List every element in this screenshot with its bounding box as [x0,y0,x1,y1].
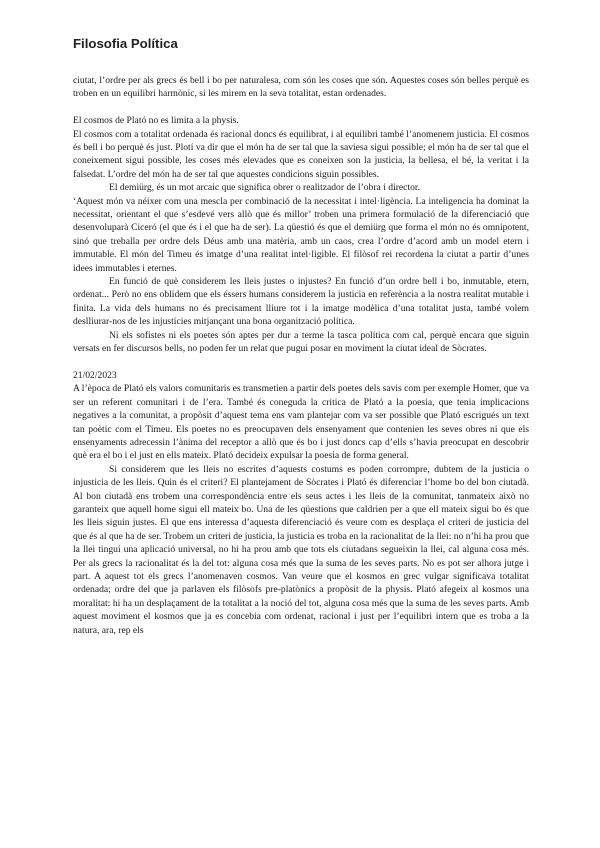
paragraph: El cosmos de Plató no es limita a la physis. [73,115,239,127]
paragraph: Si considerem que les lleis no escrites d’aquests costums es poden corrompre, dubtem de la justicia o injusticia de les lleis. Quin és el criteri? El plantejament de Sòcrates i Plató és diferenciar l’home bo del bon ciutadà. Al bon ciutadà ens trobem una correspondència entre els seus actes i les lleis de la comunitat, tanmateix això no garanteix que aquell home sigui ell mateix bo. Una de les qüestions que caldrien per a que ell mateix sigui bo és que les lleis siguin justes. El que ens interessa d’aquesta diferenciació és veure com es desplaça el criteri de justicia del que és al que ha de ser. Trobem un criteri de justicia, la justicia es troba en la racionalitat de la llei: no n’hi ha prou que la llei tingui una aplicació universal, no hi ha prou amb que tots els ciutadans segueixin la llei, cal alguna cosa més. Per als grecs la racionalitat és la del tot: alguna cosa més que la suma de les seves parts. No es pot ser alhora jutge i part. A aquest tot els grecs l’anomenaven cosmos. Van veure que el kosmos en grec vulgar significava totalitat ordenada; ordre del que ja parlaven els filòsofs pre-platònics a propòsit de la physis. Plató afegeix al kosmos una moralitat: hi ha un desplaçament de la totalitat a la noció del tot, alguna cosa més que la suma de les seves parts. Amb aquest moviment el kosmos que ja es concebia com ordenat, racional i just per l’equilibri intern que es troba a la natura, ara, rep els [73,463,529,636]
paragraph: El demiürg, és un mot arcaic que significa obrer o realitzador de l’obra i director. [109,182,420,194]
paragraph: ‘Aquest món va néixer com una mescla per combinació de la necessitat i intel·ligència. La inteligencia ha dominat la necessitat, orientant el que s’esdevé vers allò que és millor’ troben una primera formulació de la diferenciació que desenvoluparà Ciceró (el que és i el que ha de ser). La qüestió és que el demiürg que forma el món no és omnipotent, sinó que treballa per ordre dels Déus amb una matèria, amb un caos, crea l’ordre d’acord amb un model etern i immutable. El món del Timeu és imatge d’una realitat intel·ligible. El filòsof rei recordena la ciutat a partir d’unes idees immutables i eternes. [73,195,529,274]
paragraph: El cosmos com a totalitat ordenada és racional doncs és equilibrat, i al equilibri també l’anomenem justicia. El cosmos és bell i bo perquè és just. Plotí va dir que el món ha de ser tal que la saviesa sigui possible; el món ha de ser tal que el coneixement sigui possible, les coses més elevades que es coneixen son la justicia, la bellesa, el bé, la veritat i la falsedat. L’ordre del món ha de ser tal que aquestes condicions siguin possibles. [73,128,529,180]
paragraph: Ni els sofistes ni els poetes són aptes per dur a terme la tasca política com cal, perquè encara que siguin versats en fer discursos bells, no poden fer un relat que pugui posar en moviment la ciutat ideal de Sòcrates. [73,329,529,355]
paragraph: En funció de què considerem les lleis justes o injustes? En funció d’un ordre bell i bo, inmutable, etern, ordenat... Però no ens oblidem que els éssers humans considerem la justicia en referència a la nostra realitat mutable i finita. La vida dels humans no és precisament lliure tot i la imatge modèlica d’una totalitat justa, també volem deslliurar-nos de les injustícies mitjançant una bona organització política. [73,276,529,328]
paragraph: ciutat, l’ordre per als grecs és bell i bo per naturalesa, com són les coses que són. Aquestes coses són belles perquè es troben en un equilibri harmònic, si les mirem en la seva totalitat, estan ordenades. [73,75,529,100]
paragraph: A l’època de Plató els valors comunitaris es transmetien a partir dels poetes dels savis com per exemple Homer, que va ser un referent comunitari i de l’era. També és coneguda la crítica de Plató a la poesia, que tenia implicacions negatives a la comunitat, a propòsit d’aquest tema ens vam plantejar com va ser possible que Plató escrigués un text tan poètic com el Timeu. Els poetes no es preocupaven dels ensenyament que contenien les seves obres ni que els ensenyaments adrecessin l’ànima del receptor a allò que és bo i just doncs cap d’ells s’havia preocupat en descobrir què era el bo i el just en ells mateix. Plató decideix expulsar la poesia de forma general. [73,383,529,462]
date-heading: 21/02/2023 [73,369,117,381]
document-body [73,74,529,637]
page-title: Filosofia Política [73,36,178,51]
